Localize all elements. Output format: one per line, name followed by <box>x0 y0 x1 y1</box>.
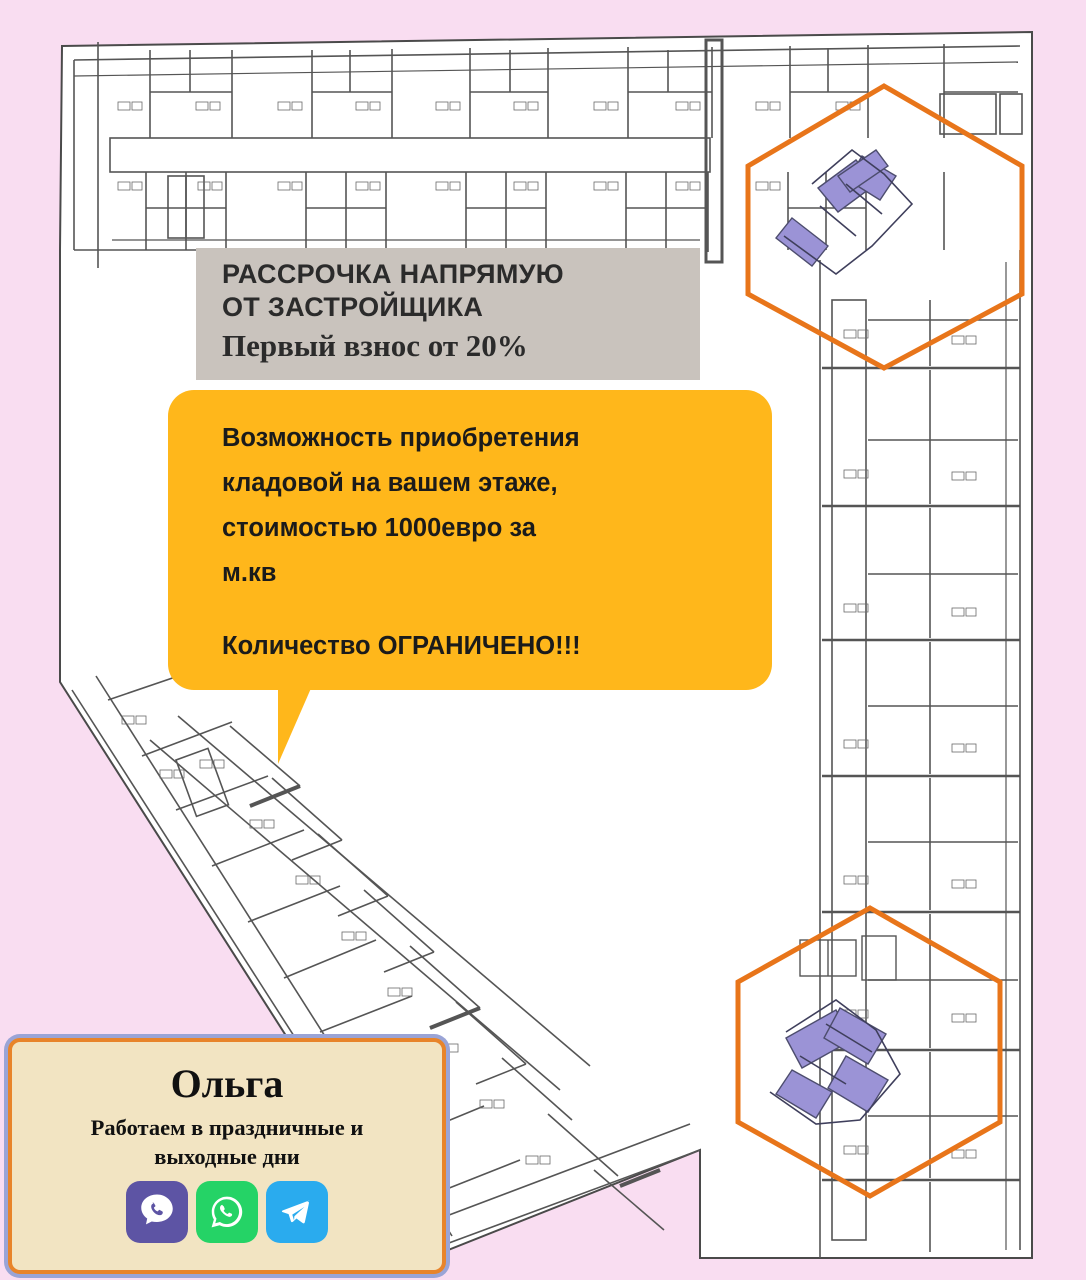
installment-banner <box>196 248 700 380</box>
spacer <box>222 596 738 624</box>
storage-offer-limited-note: Количество ОГРАНИЧЕНО!!! <box>222 632 581 660</box>
installment-banner-line1: РАССРОЧКА НАПРЯМУЮ <box>222 259 564 289</box>
viber-icon[interactable] <box>126 1181 188 1243</box>
storage-offer-line4: м.кв <box>222 559 277 587</box>
storage-offer-line1: Возможность приобретения <box>222 424 580 452</box>
installment-banner-line3: Первый взнос от 20% <box>222 328 528 363</box>
contact-name: Ольга <box>170 1061 284 1106</box>
telegram-icon[interactable] <box>266 1181 328 1243</box>
installment-banner-line2: ОТ ЗАСТРОЙЩИКА <box>222 292 484 322</box>
storage-offer-line3: стоимостью 1000евро за <box>222 514 536 542</box>
messenger-icons <box>12 1181 442 1243</box>
storage-offer-line2: кладовой на вашем этаже, <box>222 469 558 497</box>
working-hours-line1: Работаем в праздничные и <box>90 1115 364 1140</box>
contact-card <box>8 1038 446 1274</box>
bubble-tail <box>278 686 346 764</box>
whatsapp-icon[interactable] <box>196 1181 258 1243</box>
working-hours-line2: выходные дни <box>154 1144 300 1169</box>
storage-offer-bubble <box>168 390 772 690</box>
